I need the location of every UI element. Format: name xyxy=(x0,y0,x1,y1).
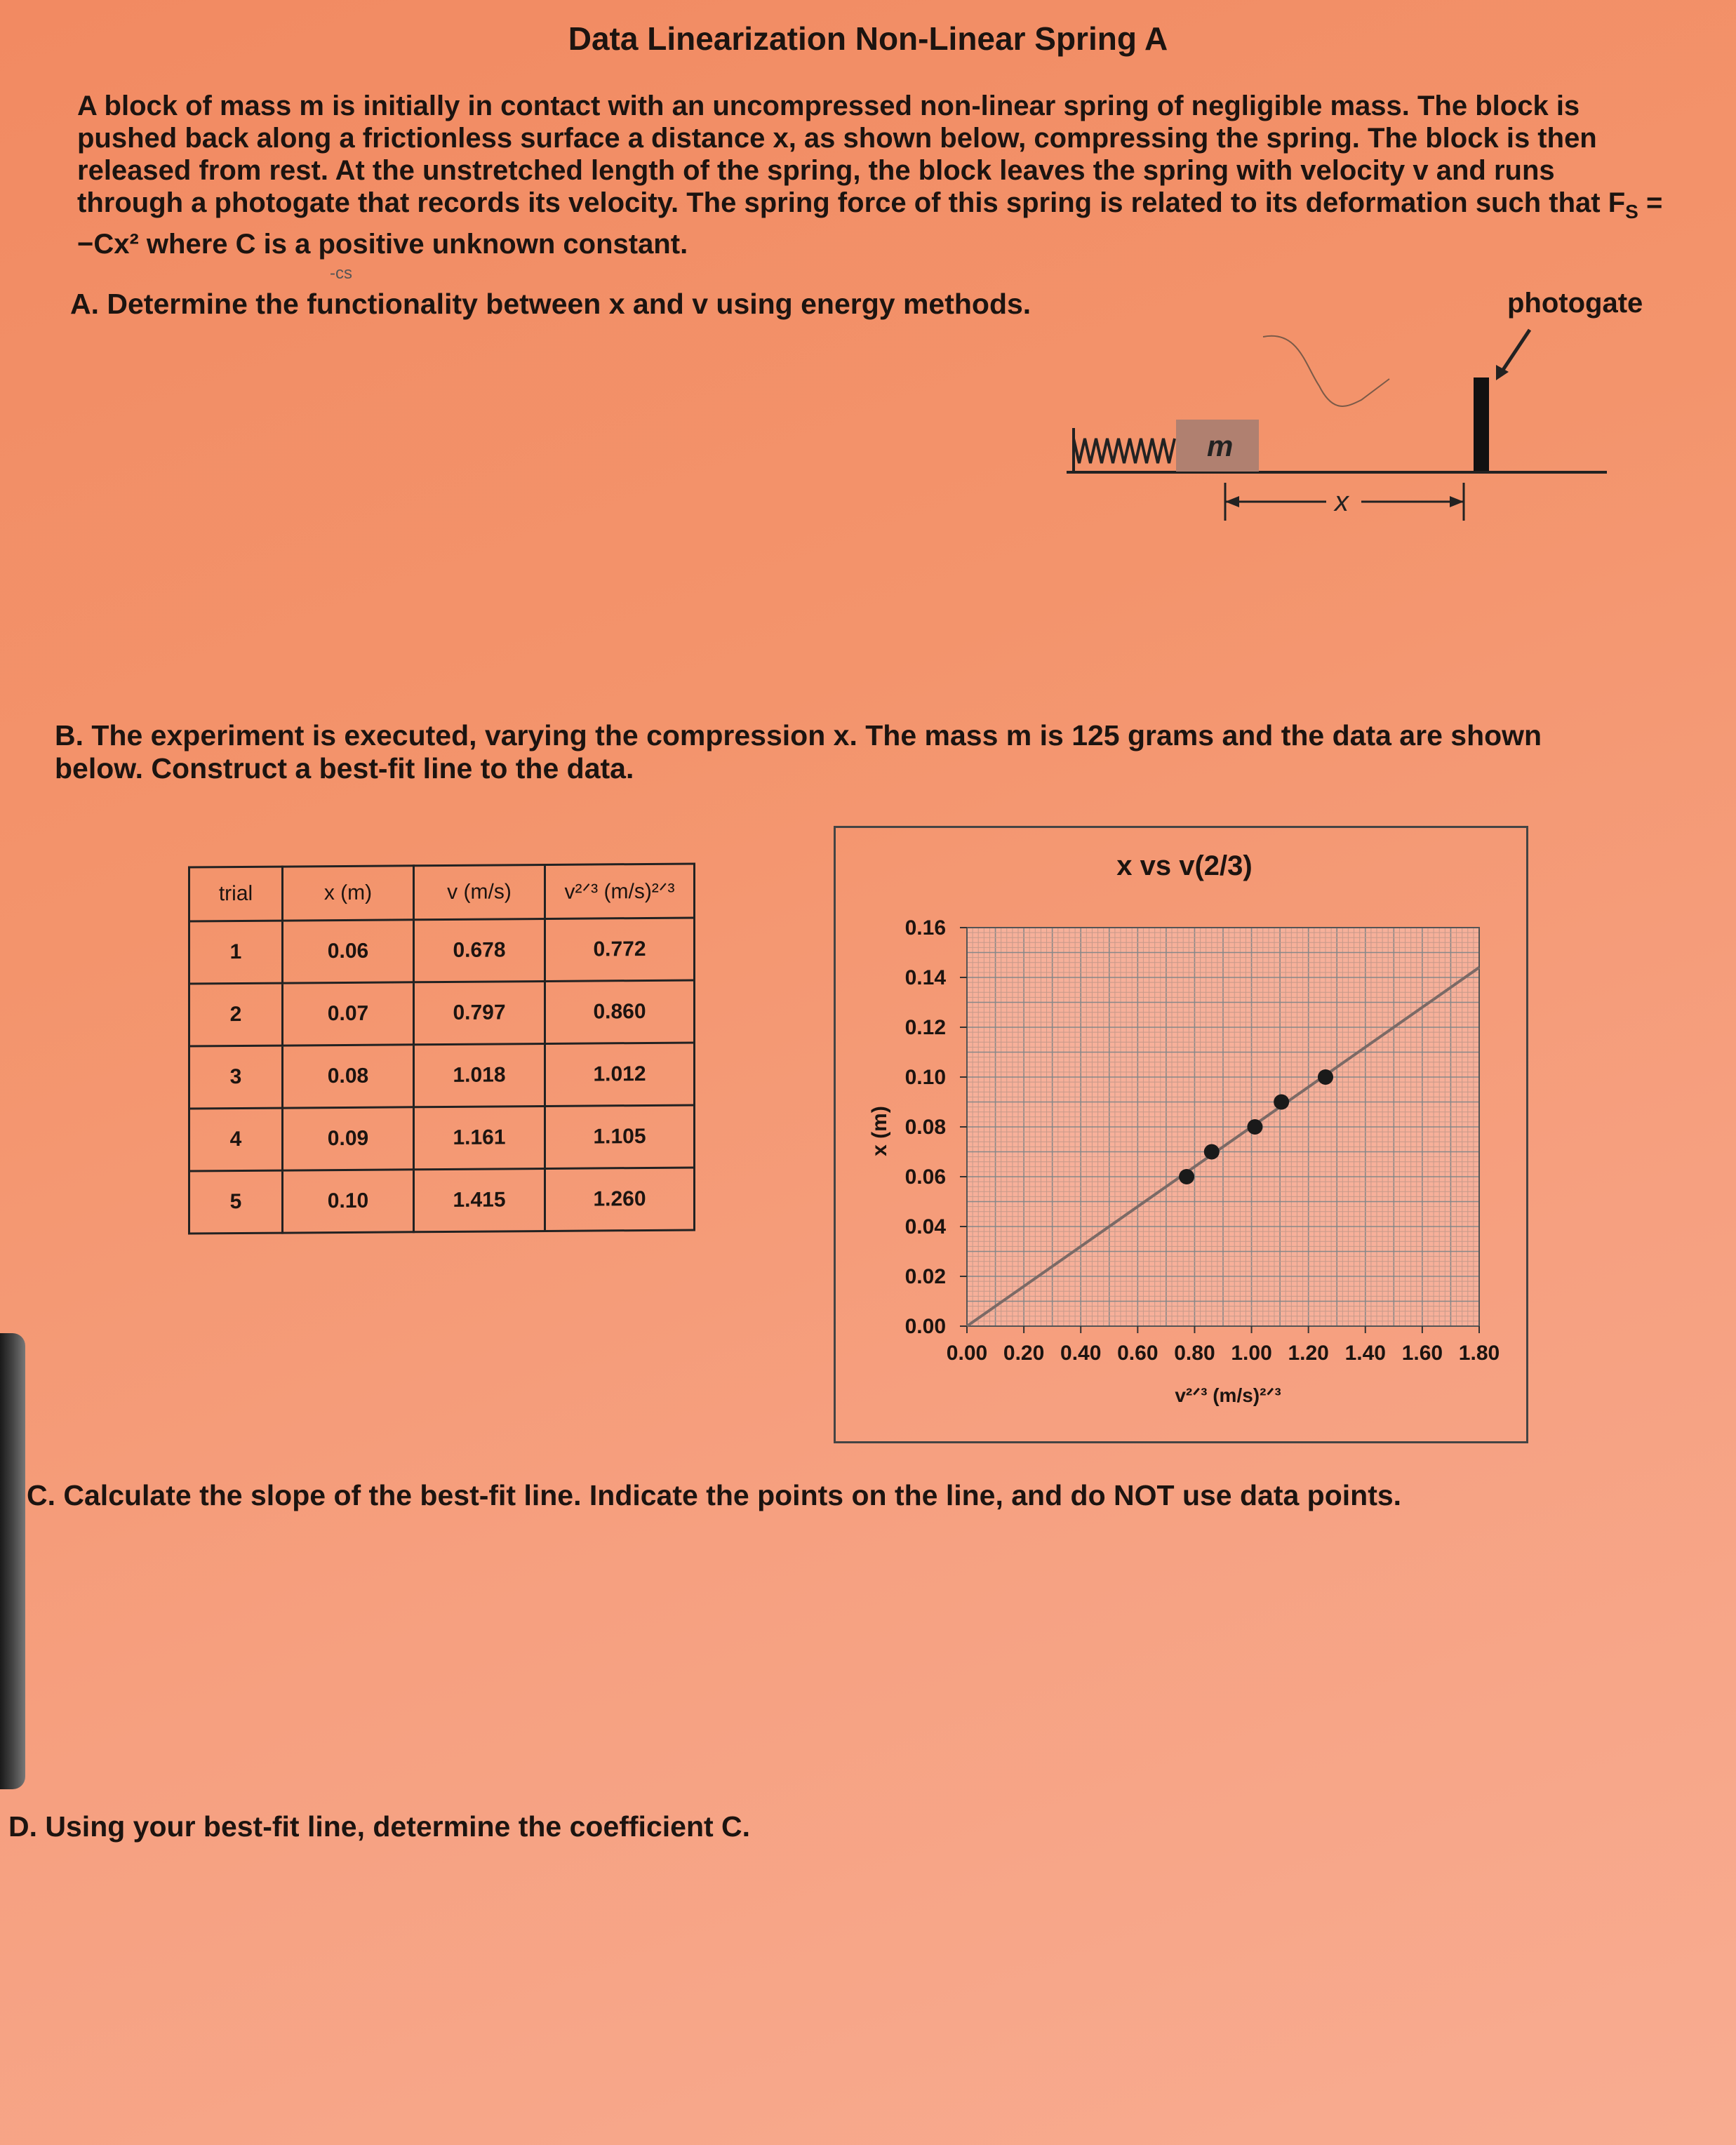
y-tick-label: 0.16 xyxy=(904,916,946,940)
question-a: A. Determine the functionality between x and v using energy methods. xyxy=(70,288,1031,320)
x-tick-label: 0.60 xyxy=(1117,1342,1159,1365)
table-cell: 2 xyxy=(189,983,283,1046)
table-cell: 0.10 xyxy=(283,1170,414,1233)
y-tick-label: 0.02 xyxy=(904,1265,946,1288)
table-cell: 0.678 xyxy=(414,918,545,982)
intro-subscript: S xyxy=(1625,201,1638,222)
table-cell: 0.797 xyxy=(414,981,545,1044)
table-cell: 1.260 xyxy=(545,1168,695,1231)
x-tick-label: 0.00 xyxy=(946,1342,988,1365)
x-tick-label: 1.00 xyxy=(1231,1342,1272,1365)
y-tick-label: 0.00 xyxy=(904,1315,946,1338)
y-tick-label: 0.10 xyxy=(904,1066,946,1089)
distance-label: x xyxy=(1335,486,1349,517)
chart-x-label: v²ᐟ³ (m/s)²ᐟ³ xyxy=(1175,1384,1281,1406)
table-cell: 1.018 xyxy=(414,1043,545,1107)
table-cell: 5 xyxy=(189,1170,283,1234)
x-tick-label: 0.20 xyxy=(1003,1342,1045,1365)
y-tick-label: 0.08 xyxy=(904,1116,946,1139)
table-cell: 1.105 xyxy=(545,1105,695,1168)
table-cell: 0.772 xyxy=(545,918,695,981)
question-b: B. The experiment is executed, varying the compression x. The mass m is 125 grams and the data are shown below. Construct a best-fit line to the data. xyxy=(55,719,1542,784)
table-cell: 0.09 xyxy=(283,1107,414,1170)
y-tick-label: 0.14 xyxy=(904,966,946,989)
table-cell: 3 xyxy=(189,1045,283,1109)
table-cell: 1 xyxy=(189,921,283,984)
question-c: C. Calculate the slope of the best-fit line. Indicate the points on the line, and do NOT use data points. xyxy=(27,1479,1402,1511)
data-point xyxy=(1204,1144,1220,1160)
x-tick-label: 1.40 xyxy=(1344,1342,1386,1365)
data-point xyxy=(1179,1169,1194,1184)
table-cell: 1.415 xyxy=(414,1168,545,1231)
table-header: trial xyxy=(189,867,283,921)
x-tick-label: 1.80 xyxy=(1458,1342,1500,1365)
y-tick-label: 0.12 xyxy=(904,1016,946,1039)
intro-text: A block of mass m is initially in contact with an uncompressed non-linear spring of negligible mass. The block is pushed back along a frictionless surface a distance x, as shown below, compressing the spring. The block is then released from rest. At the unstretched length of the spring, the block leaves the spring with velocity v and runs through a photogate that records its velocity. The spring force of this spring is related to its deformation such that F xyxy=(77,91,1626,218)
photogate-label: photogate xyxy=(1507,288,1643,319)
intro-formula: = −Cx² where C is a positive unknown constant. xyxy=(77,187,1663,260)
table-cell: 0.07 xyxy=(283,982,414,1045)
handwritten-note: -cs xyxy=(330,264,352,283)
y-tick-label: 0.06 xyxy=(904,1165,946,1189)
page-title: Data Linearization Non-Linear Spring A xyxy=(568,20,1168,57)
chart-title: x vs v(2/3) xyxy=(1116,850,1253,881)
question-d: D. Using your best-fit line, determine the coefficient C. xyxy=(8,1810,751,1843)
data-point xyxy=(1274,1095,1289,1110)
x-tick-label: 1.60 xyxy=(1401,1342,1443,1365)
table-header: v²ᐟ³ (m/s)²ᐟ³ xyxy=(545,864,695,918)
chart-y-label: x (m) xyxy=(867,1106,891,1156)
mass-label: m xyxy=(1207,429,1234,462)
table-cell: 0.860 xyxy=(545,980,695,1043)
table-cell: 1.012 xyxy=(545,1043,695,1106)
table-cell: 0.08 xyxy=(283,1045,414,1108)
x-tick-label: 0.80 xyxy=(1174,1342,1215,1365)
table-header: x (m) xyxy=(283,866,414,921)
table-cell: 0.06 xyxy=(283,920,414,983)
x-tick-label: 0.40 xyxy=(1060,1342,1102,1365)
data-point xyxy=(1247,1119,1262,1135)
x-tick-label: 1.20 xyxy=(1288,1342,1329,1365)
table-cell: 4 xyxy=(189,1108,283,1171)
table-cell: 1.161 xyxy=(414,1106,545,1169)
data-point xyxy=(1318,1069,1333,1085)
table-header: v (m/s) xyxy=(414,864,545,919)
y-tick-label: 0.04 xyxy=(904,1215,946,1238)
